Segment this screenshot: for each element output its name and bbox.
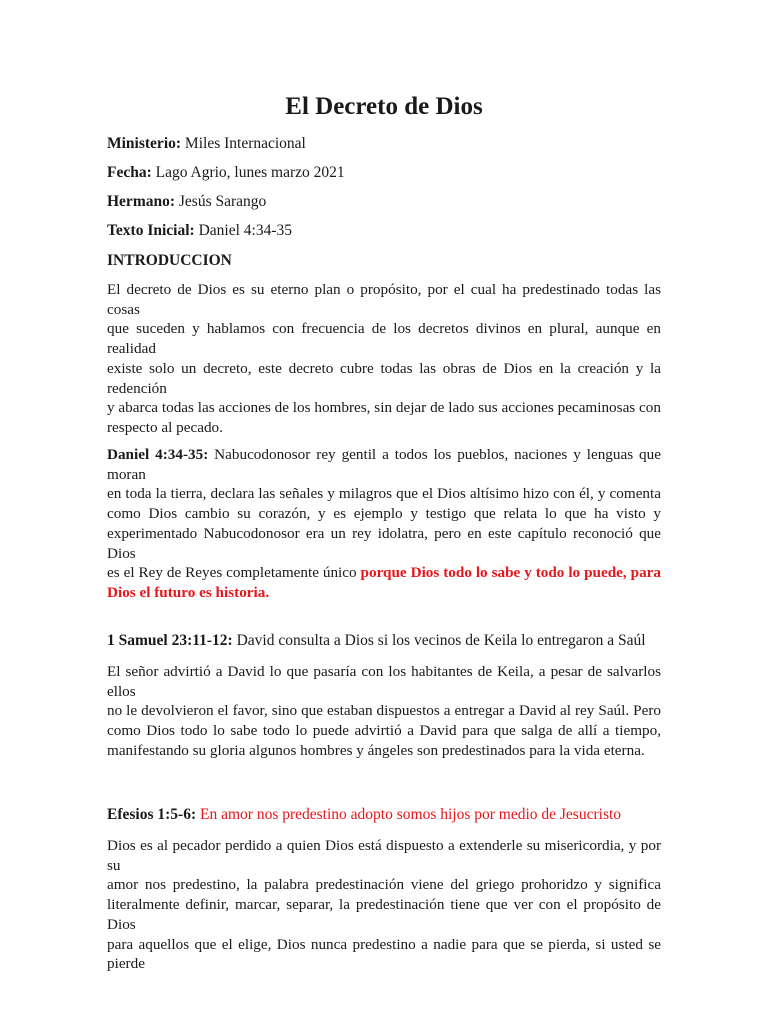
paragraph-line — [107, 563, 661, 583]
meta-value: Lago Agrio, lunes marzo 2021 — [151, 164, 345, 181]
paragraph-line: respecto al pecado. — [107, 418, 223, 436]
paragraph-line: y abarca todas las acciones de los hombres, sin dejar de lado sus acciones pecaminosas con — [107, 399, 661, 417]
paragraph-line: experimentado Nabucodonosor era un rey idolatra, pero en este capítulo reconoció que Dios — [107, 524, 661, 562]
meta-fecha — [107, 163, 345, 183]
scripture-reference: 1 Samuel 23:11-12: — [107, 632, 233, 649]
paragraph-line: existe solo un decreto, este decreto cubre todas las obras de Dios en la creación y la redención — [107, 359, 661, 397]
paragraph-line: amor nos predestino, la palabra predestinación viene del griego prohoridzo y significa — [107, 876, 661, 894]
meta-ministerio — [107, 134, 306, 154]
meta-value: Miles Internacional — [181, 135, 306, 152]
paragraph-line: Dios es al pecador perdido a quien Dios está dispuesto a extenderle su misericordia, y por su — [107, 837, 661, 874]
highlighted-text: Dios el futuro es historia. — [107, 583, 270, 601]
scripture-reference: Daniel 4:34-35: — [107, 446, 209, 463]
paragraph-text: Nabucodonosor rey gentil a todos los pueblos, naciones y lenguas que moran — [107, 446, 661, 483]
meta-hermano — [107, 192, 266, 212]
scripture-reference: Efesios 1:5-6: — [107, 806, 197, 823]
highlighted-text: porque Dios todo lo sabe y todo lo puede, para — [360, 564, 661, 582]
document-title: El Decreto de Dios — [285, 93, 483, 120]
intro-heading: INTRODUCCION — [107, 252, 232, 269]
samuel-paragraph — [107, 662, 661, 761]
paragraph-line: literalmente definir, marcar, separar, la predestinación tiene que ver con el propósito de Dios — [107, 896, 661, 933]
intro-paragraph — [107, 280, 661, 438]
paragraph-line: como Dios cambio su corazón, y es ejemplo y testigo que relata lo que ha visto y — [107, 505, 661, 523]
meta-value: Daniel 4:34-35 — [194, 222, 292, 239]
paragraph-line: para aquellos que el elige, Dios nunca predestino a nadie para que se pierda, si usted se pierde — [107, 935, 661, 973]
paragraph-line — [107, 445, 661, 484]
meta-texto-inicial — [107, 221, 292, 241]
efesios-heading — [107, 805, 621, 825]
paragraph-line: manifestando su gloria algunos hombres y ángeles son predestinados para la vida eterna. — [107, 741, 645, 759]
meta-label: Fecha: — [107, 164, 152, 181]
meta-value: Jesús Sarango — [175, 193, 267, 210]
paragraph-text: es el Rey de Reyes completamente único — [107, 564, 361, 582]
efesios-paragraph — [107, 836, 661, 974]
meta-label: Ministerio: — [107, 135, 182, 152]
paragraph-line: en toda la tierra, declara las señales y milagros que el Dios altísimo hizo con él, y comenta — [107, 485, 661, 503]
paragraph-line: que suceden y hablamos con frecuencia de los decretos divinos en plural, aunque en realidad — [107, 320, 661, 358]
paragraph-line: no le devolvieron el favor, sino que estaban dispuestos a entregar a David al rey Saúl. Pero — [107, 702, 661, 720]
scripture-summary: David consulta a Dios si los vecinos de Keila lo entregaron a Saúl — [232, 632, 646, 649]
scripture-summary: En amor nos predestino adopto somos hijos por medio de Jesucristo — [196, 806, 622, 823]
paragraph-line: El decreto de Dios es su eterno plan o propósito, por el cual ha predestinado todas las cosas — [107, 281, 661, 318]
paragraph-line: El señor advirtió a David lo que pasaría con los habitantes de Keila, a pesar de salvarlos ellos — [107, 663, 661, 700]
paragraph-line — [107, 583, 661, 603]
samuel-heading — [107, 631, 646, 651]
daniel-paragraph — [107, 445, 661, 603]
meta-label: Texto Inicial: — [107, 222, 195, 239]
meta-label: Hermano: — [107, 193, 176, 210]
paragraph-line: como Dios todo lo sabe todo lo puede advirtió a David para que salga de allí a tiempo, — [107, 722, 661, 740]
